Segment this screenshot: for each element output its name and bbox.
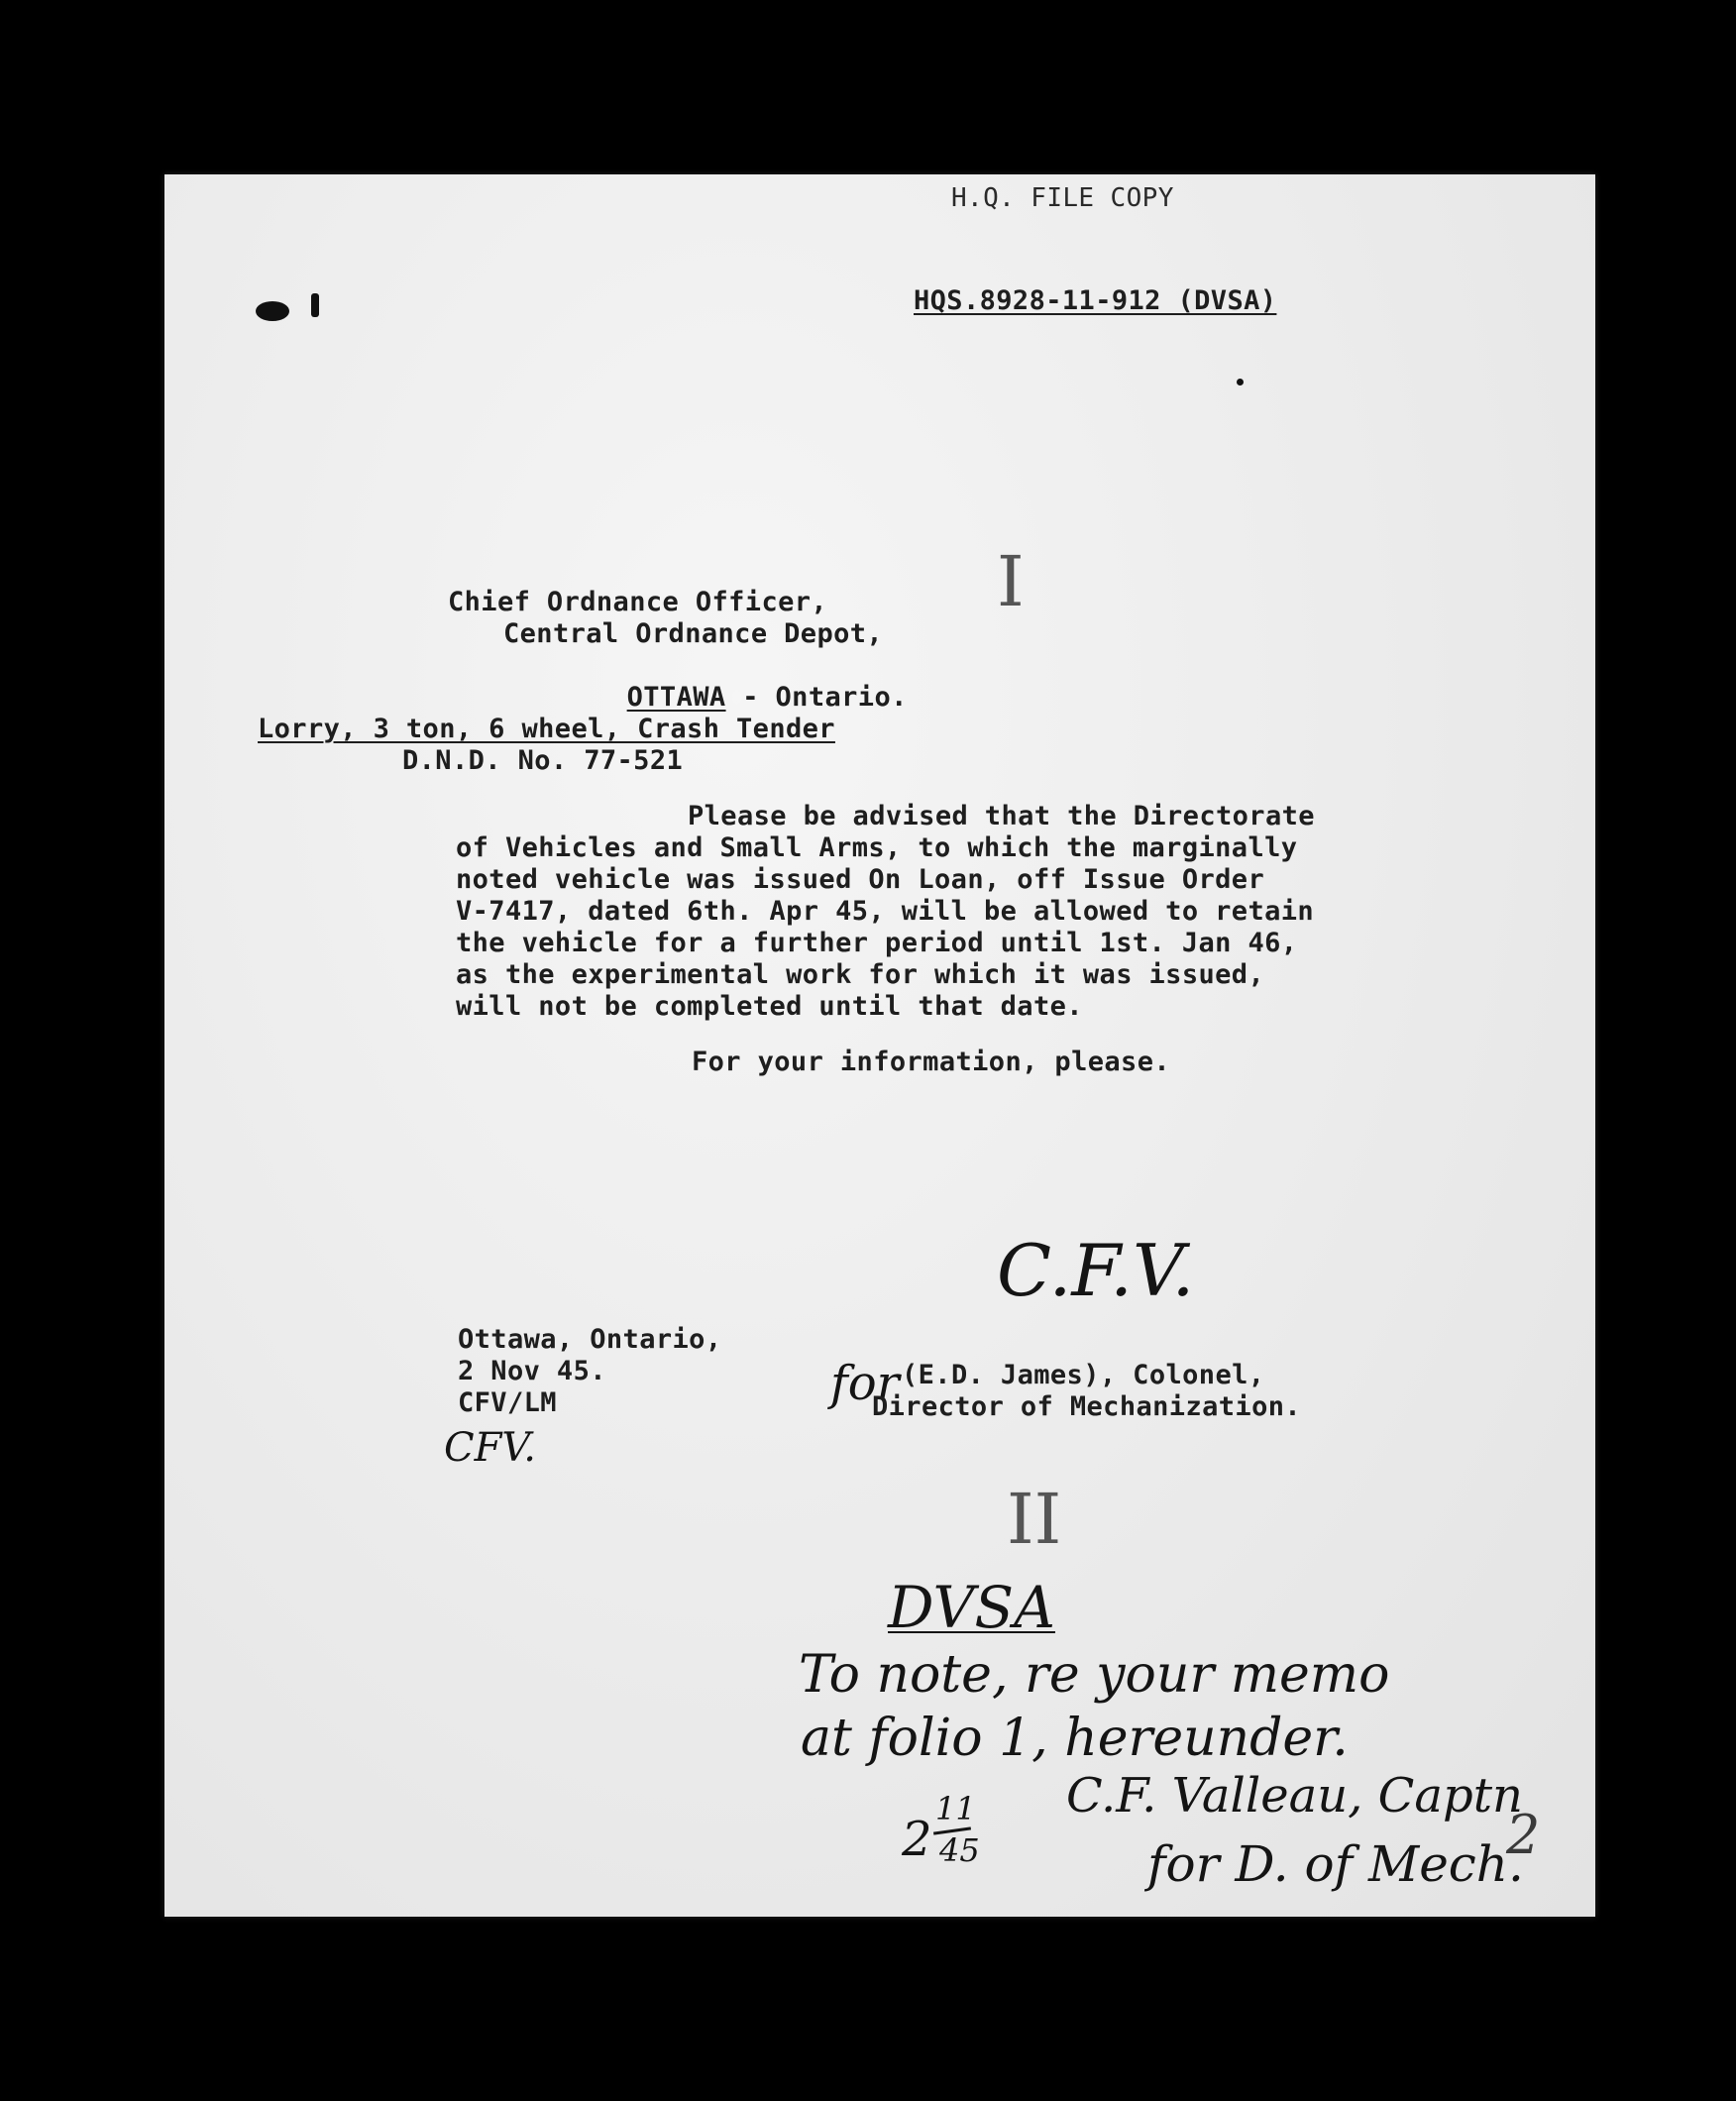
body-line-6: as the experimental work for which it was issued,: [456, 959, 1265, 990]
handwritten-note-line-1: To note, re your memo: [799, 1645, 1390, 1705]
closing-line: For your information, please.: [692, 1047, 1171, 1077]
body-line-5: the vehicle for a further period until 1st. Jan 46,: [456, 928, 1298, 958]
signer-position: Director of Mechanization.: [872, 1391, 1302, 1422]
signature-initials: C.F.V.: [997, 1229, 1195, 1312]
subject-line-1: Lorry, 3 ton, 6 wheel, Crash Tender: [258, 714, 835, 744]
ink-blot: [256, 301, 289, 321]
sender-ref: CFV/LM: [458, 1387, 557, 1418]
handwritten-signer-for: for D. of Mech.: [1147, 1835, 1524, 1893]
signature-for-prefix: for: [830, 1356, 900, 1411]
handwritten-date-day: 2: [902, 1812, 932, 1867]
file-number: HQS.8928-11-912 (DVSA): [914, 285, 1277, 316]
handwritten-numeral-one: I: [997, 541, 1025, 622]
addressee-line-2: Central Ordnance Depot,: [503, 618, 884, 649]
body-line-4: V-7417, dated 6th. Apr 45, will be allowed to retain: [456, 896, 1315, 927]
handwritten-note-line-2: at folio 1, hereunder.: [801, 1709, 1349, 1768]
file-copy-stamp: H.Q. FILE COPY: [951, 183, 1174, 213]
addressee-line-1: Chief Ordnance Officer,: [448, 587, 828, 617]
body-line-1: Please be advised that the Directorate: [688, 801, 1315, 831]
page-number: 2: [1506, 1804, 1541, 1866]
document-page: [164, 174, 1595, 1917]
body-line-7: will not be completed until that date.: [456, 991, 1083, 1022]
signer-name-title: (E.D. James), Colonel,: [902, 1360, 1265, 1390]
sender-date: 2 Nov 45.: [458, 1356, 606, 1386]
handwritten-numeral-two: II: [1007, 1479, 1062, 1560]
sender-place: Ottawa, Ontario,: [458, 1324, 722, 1355]
handwritten-signer: C.F. Valleau, Captn: [1066, 1768, 1523, 1824]
handwritten-dvsa: DVSA: [888, 1574, 1055, 1641]
addressee-city: OTTAWA: [626, 682, 726, 713]
dot-mark: [1237, 379, 1244, 386]
handwritten-date-month: 11: [935, 1790, 976, 1827]
body-line-3: noted vehicle was issued On Loan, off Issue Order: [456, 864, 1265, 895]
ink-mark: [311, 293, 319, 317]
subject-line-2: D.N.D. No. 77-521: [402, 745, 684, 776]
body-line-2: of Vehicles and Small Arms, to which the marginally: [456, 832, 1298, 863]
handwritten-date-year: 45: [939, 1831, 980, 1869]
initials-small: CFV.: [444, 1425, 536, 1471]
addressee-province: - Ontario.: [725, 682, 908, 713]
